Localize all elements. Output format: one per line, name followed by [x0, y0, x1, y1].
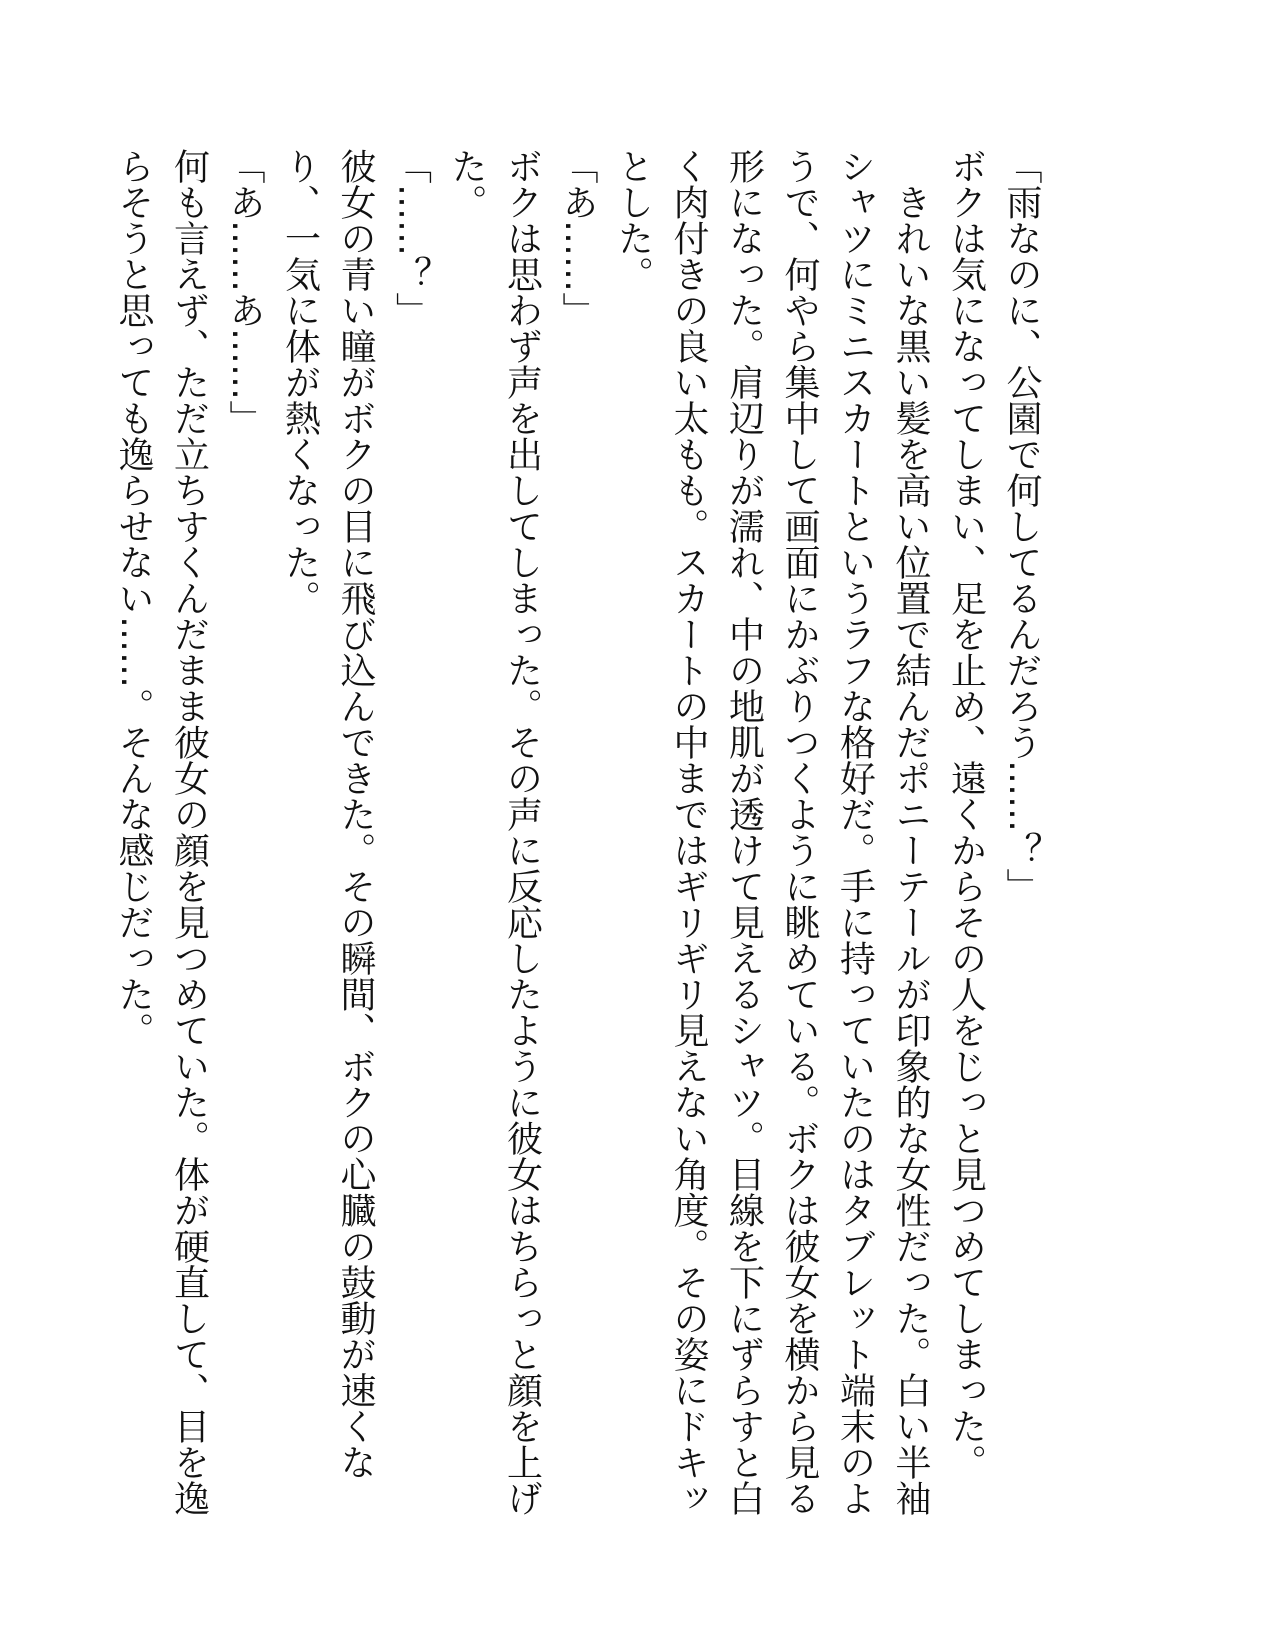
paragraph-dialogue-2: 「あ……」 [557, 148, 598, 328]
paragraph-dialogue-1: 「雨なのに、公園で何してるんだろう……？」 [1001, 148, 1042, 904]
paragraph-description: きれいな黒い髪を高い位置で結んだポニーテールが印象的な女性だった。白い半袖シャツにミニスカートというラフな格好だ。手に持っていたのはタブレット端末のようで、何やら集中して画面にかぶりつくように眺めている。ボクは彼女を横から見る形になった。肩辺りが濡れ、中の地肌が透けて見えるシャツ。目線を下にずらすと白く肉付きの良い太もも。スカートの中まではギリギリ見えない角度。その姿にドキッとした。 [612, 148, 931, 1516]
paragraph-dialogue-3: 「……？」 [390, 148, 432, 328]
paragraph-narration-3: 彼女の青い瞳がボクの目に飛び込んできた。その瞬間、ボクの心臓の鼓動が速くなり、一気に体が熱くなった。 [279, 148, 376, 1480]
paragraph-dialogue-4: 「あ……あ……」 [224, 148, 265, 436]
paragraph-narration-2: ボクは思わず声を出してしまった。その声に反応したように彼女はちらっと顔を上げた。 [446, 148, 543, 1516]
paragraph-narration-1: ボクは気になってしまい、足を止め、遠くからその人をじっと見つめてしまった。 [945, 148, 987, 1480]
paragraph-narration-4: 何も言えず、ただ立ちすくんだまま彼女の顔を見つめていた。体が硬直して、目を逸らそうと思っても逸らせない……。そんな感じだった。 [113, 148, 210, 1516]
vertical-text-body [113, 148, 1049, 1548]
